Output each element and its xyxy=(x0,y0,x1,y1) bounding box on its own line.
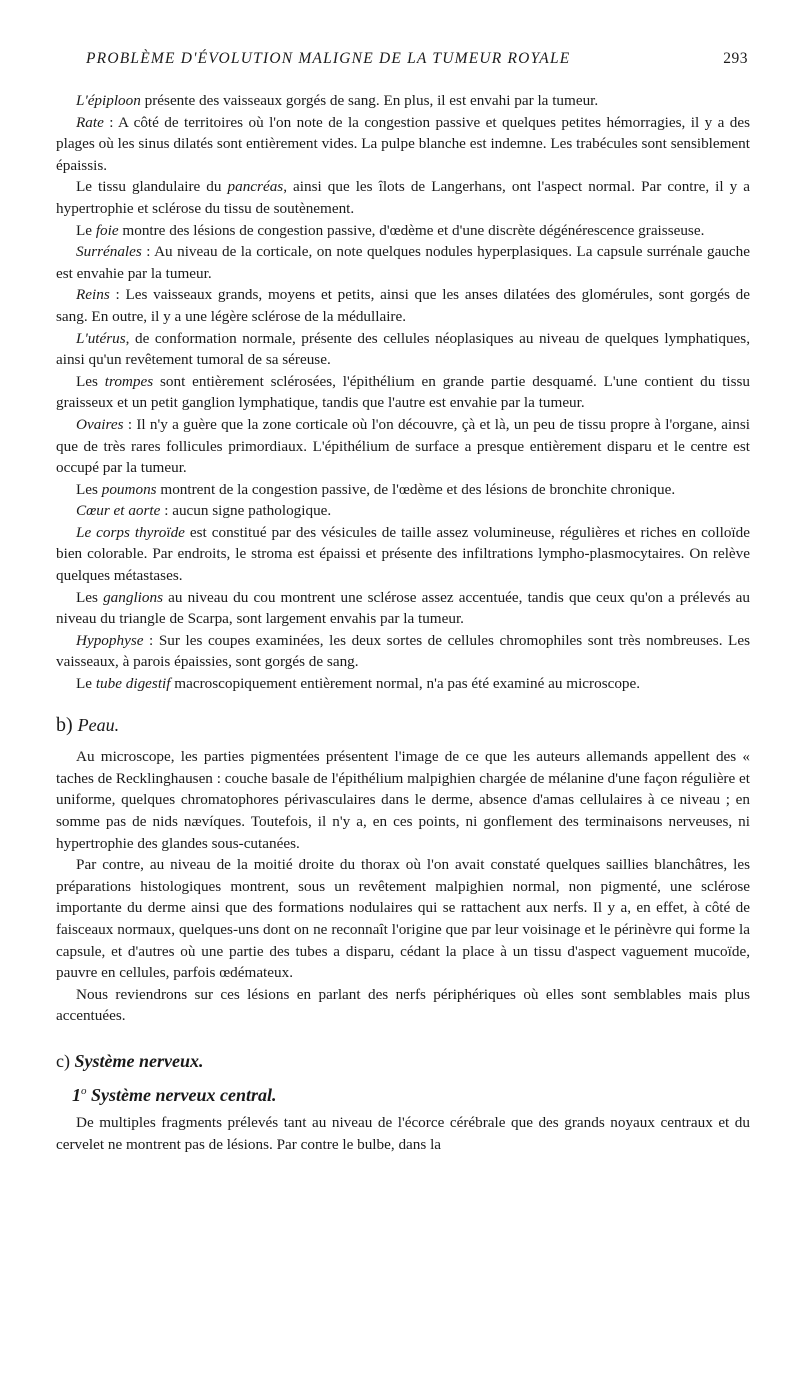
italic-term: Reins xyxy=(76,286,110,304)
italic-term: foie xyxy=(95,221,119,239)
paragraph: Nous reviendrons sur ces lésions en parlant des nerfs périphériques où elles sont semblables mais plus accentuées. xyxy=(56,985,750,1025)
paragraph-text: montre des lésions de congestion passive, d'œdème et d'une discrète dégénérescence graisseuse. xyxy=(118,221,705,239)
paragraph xyxy=(56,328,750,371)
paragraph: Au microscope, les parties pigmentées présentent l'image de ce que les auteurs allemands appellent des « taches de Recklinghausen : couche basale de l'épithélium malpighien chargée de mélanine d'une façon régulière et uniforme, quelques chromatophores périvasculaires dans le derme, absence d'amas cellulaires à ce niveau ; en somme pas de nids nævíques. Toutefois, il n'y a, en ces points, ni gonflement des terminaisons nerveuses, ni hypertrophie des glandes sous-cutanées. xyxy=(56,748,750,852)
paragraph-text: : Il n'y a guère que la zone corticale où l'on découvre, çà et là, un peu de tissu propre à l'organe, ainsi que de très rares follicules primordiaux. L'épithélium de surface a presque entièrement disparu et le centre est occupé par la tumeur. xyxy=(56,415,750,477)
section-letter: c) xyxy=(56,1050,70,1071)
paragraph-text: est constitué par des vésicules de taille assez volumineuse, régulières et riches en colloïde bien colorable. Par endroits, le stroma est épaissi et présente des infiltrations lympho-plasmocytaires. On relève quelques métastases. xyxy=(56,523,750,585)
paragraph xyxy=(56,112,750,177)
section-heading-b xyxy=(56,715,750,737)
paragraph xyxy=(56,284,750,327)
organ-findings xyxy=(56,90,750,695)
paragraph xyxy=(56,522,750,587)
italic-term: Ovaires xyxy=(76,415,124,433)
paragraph xyxy=(56,220,750,242)
italic-term: Surrénales xyxy=(76,243,142,261)
body-text xyxy=(56,90,750,1155)
paragraph xyxy=(56,414,750,479)
running-header xyxy=(86,50,748,74)
paragraph-lead: Le xyxy=(76,675,96,693)
paragraph-text: : Les vaisseaux grands, moyens et petits, ainsi que les anses dilatées des glomérules, sont gorgés de sang. En outre, il y a une légère sclérose de la médullaire. xyxy=(56,286,750,325)
paragraph xyxy=(56,371,750,414)
section-heading-c xyxy=(56,1051,750,1073)
italic-term: L'utérus xyxy=(76,329,126,347)
paragraph-lead: Le tissu glandulaire du xyxy=(76,178,228,196)
paragraph: Par contre, au niveau de la moitié droite du thorax où l'on avait constaté quelques saillies blanchâtres, les préparations histologiques montrent, sous un revêtement malpighien normal, non pigmenté, une sclérose importante du derme ainsi que des formations nodulaires qui se rattachent aux nerfs. Il y a, en effet, à côté de faisceaux normaux, quelques-uns dont on ne reconnaît l'origine que par leur voisinage et le périnèvre qui forme la capsule, et d'autres où une partie des tubes a disparu, cédant la place à un tissu d'aspect vaguement mucoïde, pauvre en cellules, parfois œdémateux. xyxy=(56,856,750,982)
section-title: Peau. xyxy=(77,714,120,735)
subsection-heading-c1 xyxy=(72,1081,750,1107)
paragraph xyxy=(56,241,750,284)
italic-term: Hypophyse xyxy=(76,631,144,649)
italic-term: L'épiploon xyxy=(76,92,141,109)
paragraph-text: , ainsi que les îlots de Langerhans, ont l'aspect normal. Par contre, il y a hypertrophie et sclérose du tissu de soutènement. xyxy=(56,178,750,217)
skin-findings xyxy=(56,746,750,1027)
paragraph-lead: Les xyxy=(76,372,105,390)
subsection-title: Système nerveux central. xyxy=(91,1084,277,1105)
paragraph-text: montrent de la congestion passive, de l'œdème et des lésions de bronchite chronique. xyxy=(156,480,676,498)
paragraph-lead: Les xyxy=(76,588,104,606)
paragraph-text: macroscopiquement entièrement normal, n'a pas été examiné au microscope. xyxy=(170,675,641,693)
italic-term: tube digestif xyxy=(95,675,171,693)
subsection-number: 1 xyxy=(72,1084,81,1105)
paragraph xyxy=(56,479,750,501)
nervous-system-findings xyxy=(56,1112,750,1155)
paragraph xyxy=(56,176,750,219)
paragraph-text: : aucun signe pathologique. xyxy=(160,502,332,520)
paragraph-lead: Les xyxy=(76,480,102,498)
paragraph-text: présente des vaisseaux gorgés de sang. En plus, il est envahi par la tumeur. xyxy=(140,92,599,109)
paragraph xyxy=(56,500,750,522)
paragraph: De multiples fragments prélevés tant au niveau de l'écorce cérébrale que des grands noyaux centraux et du cervelet ne montrent pas de lésions. Par contre le bulbe, dans la xyxy=(56,1114,750,1153)
italic-term: ganglions xyxy=(103,588,163,606)
paragraph-text: : Sur les coupes examinées, les deux sortes de cellules chromophiles sont très nombreuses. Les vaisseaux, à parois épaissies, sont gorgés de sang. xyxy=(56,631,750,671)
italic-term: Cœur et aorte xyxy=(76,502,161,520)
paragraph-text: au niveau du cou montrent une sclérose assez accentuée, tandis que ceux qu'on a prélevés au niveau du triangle de Scarpa, sont largement envahis par la tumeur. xyxy=(56,588,750,628)
section-letter: b) xyxy=(56,713,73,736)
paragraph-lead: Le xyxy=(76,221,96,239)
section-title: Système nerveux. xyxy=(74,1050,204,1071)
running-title: PROBLÈME D'ÉVOLUTION MALIGNE DE LA TUMEUR ROYALE xyxy=(86,50,571,67)
italic-term: pancréas xyxy=(227,178,284,196)
italic-term: poumons xyxy=(101,480,157,498)
italic-term: trompes xyxy=(104,372,154,390)
italic-term: Rate xyxy=(76,113,104,131)
paragraph-text: : Au niveau de la corticale, on note quelques nodules hyperplasiques. La capsule surrénale gauche est envahie par la tumeur. xyxy=(56,243,750,282)
page-number: 293 xyxy=(723,50,748,67)
paragraph-text: : A côté de territoires où l'on note de la congestion passive et quelques petites hémorragies, il y a des plages où les sinus dilatés sont entièrement vides. La pulpe blanche est indemne. Les trabécules sont sensiblement épaissis. xyxy=(56,113,750,174)
italic-term: Le corps thyroïde xyxy=(76,523,185,541)
paragraph-text: , de conformation normale, présente des cellules néoplasiques au niveau de quelques lymphatiques, ainsi qu'un revêtement tumoral de sa séreuse. xyxy=(56,329,750,369)
paragraph xyxy=(56,673,750,695)
paragraph xyxy=(56,90,750,112)
paragraph xyxy=(56,587,750,630)
paragraph xyxy=(56,630,750,673)
paragraph-text: sont entièrement sclérosées, l'épithélium en grande partie desquamé. L'une contient du tissu graisseux et un petit ganglion lymphatique, tandis que l'autre est envahie par la tumeur. xyxy=(56,372,750,412)
subsection-number-sup: o xyxy=(81,1084,87,1097)
